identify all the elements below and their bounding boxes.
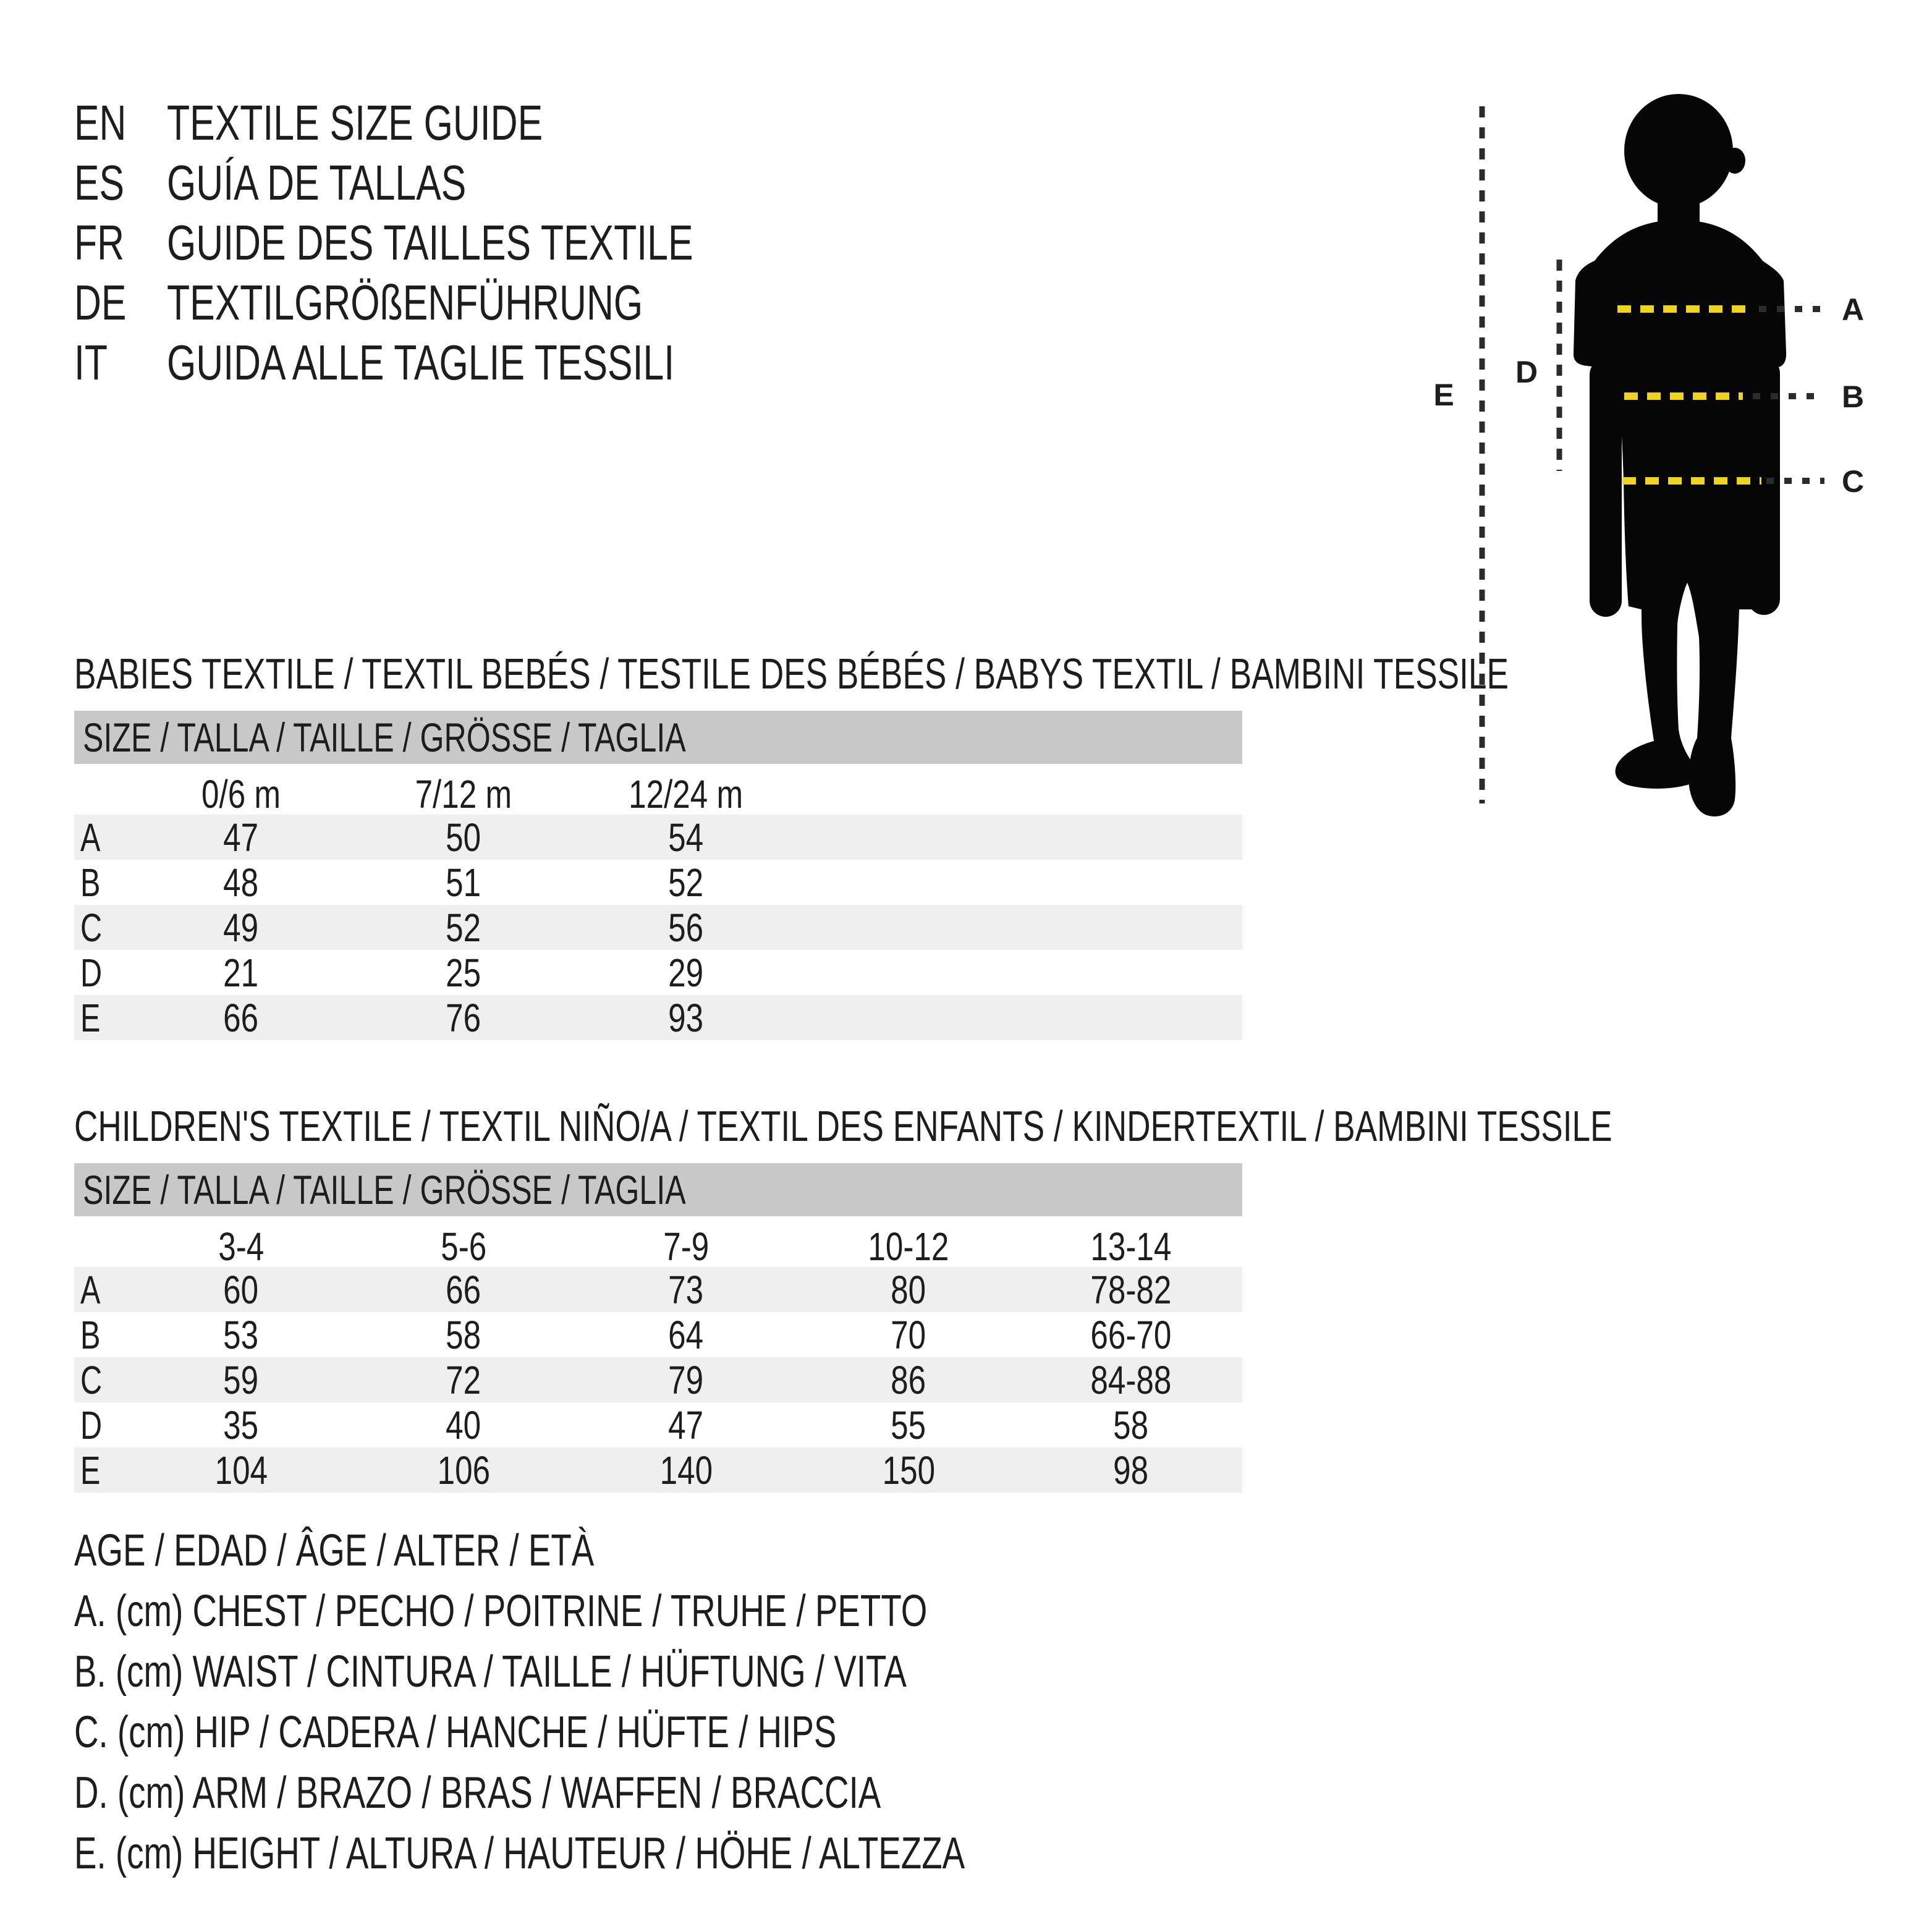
- babies-textile-section: [74, 649, 1509, 1040]
- table-cell: 21: [223, 951, 259, 995]
- children-section-title: [74, 1101, 1612, 1151]
- babies-col-header: 7/12 m: [415, 772, 512, 816]
- table-cell: 79: [668, 1358, 704, 1402]
- measure-label-D: D: [1515, 355, 1538, 389]
- table-cell: 55: [891, 1403, 926, 1447]
- table-cell: 48: [223, 860, 259, 905]
- table-row: [74, 1312, 1242, 1357]
- measurement-legend: [74, 1520, 1246, 1884]
- row-label: E: [80, 1448, 101, 1493]
- babies-size-header-bar: [74, 711, 1242, 764]
- table-row: [74, 995, 1242, 1040]
- table-cell: 40: [446, 1403, 481, 1447]
- row-label: A: [80, 1268, 101, 1312]
- table-cell: 140: [659, 1448, 713, 1493]
- language-row-fr: [74, 213, 859, 273]
- child-silhouette-diagram: [1409, 87, 1891, 834]
- babies-col-header: 0/6 m: [201, 772, 281, 816]
- guide-title-it: GUIDA ALLE TAGLIE TESSILI: [167, 334, 675, 390]
- language-row-es: [74, 153, 859, 213]
- table-cell: 66: [446, 1268, 481, 1312]
- table-row: [74, 1267, 1242, 1312]
- table-cell: 51: [446, 860, 481, 905]
- silhouette-left-arm: [1590, 358, 1622, 617]
- table-row: [74, 1447, 1242, 1493]
- table-cell: 98: [1113, 1448, 1149, 1493]
- language-code: FR: [74, 214, 125, 270]
- child-silhouette: [1574, 94, 1786, 816]
- table-cell: 50: [446, 815, 481, 860]
- table-cell: 106: [437, 1448, 490, 1493]
- table-cell: 72: [446, 1358, 481, 1402]
- table-cell: 84-88: [1090, 1358, 1172, 1402]
- language-code: IT: [74, 334, 108, 390]
- babies-size-header-text: SIZE / TALLA / TAILLE / GRÖSSE / TAGLIA: [83, 714, 686, 760]
- table-cell: 53: [223, 1313, 259, 1357]
- language-row-en: [74, 93, 859, 153]
- children-col-header: 10-12: [868, 1224, 949, 1269]
- children-column-header-row: [74, 1224, 1242, 1267]
- table-cell: 47: [223, 815, 259, 860]
- table-cell: 73: [668, 1268, 704, 1312]
- table-row: [74, 860, 1242, 905]
- measure-label-E: E: [1433, 378, 1454, 412]
- guide-title-en: TEXTILE SIZE GUIDE: [167, 95, 543, 150]
- babies-column-header-row: [74, 771, 1242, 815]
- table-cell: 76: [446, 996, 481, 1040]
- babies-section-title-text: BABIES TEXTILE / TEXTIL BEBÉS / TESTILE DES BÉBÉS / BABYS TEXTIL / BAMBINI TESSILE: [74, 650, 1509, 698]
- measure-label-B: B: [1841, 379, 1865, 414]
- table-cell: 58: [1113, 1403, 1149, 1447]
- table-cell: 52: [446, 905, 481, 950]
- language-header-block: [74, 93, 859, 392]
- children-size-header-text: SIZE / TALLA / TAILLE / GRÖSSE / TAGLIA: [83, 1167, 686, 1213]
- table-cell: 59: [223, 1358, 259, 1402]
- list-item: [74, 1763, 1246, 1823]
- table-cell: 64: [668, 1313, 704, 1357]
- list-item: [74, 1642, 1246, 1702]
- row-label: D: [80, 951, 103, 995]
- legend-height-text: E. (cm) HEIGHT / ALTURA / HAUTEUR / HÖHE / ALTEZZA: [74, 1829, 965, 1878]
- children-section-title-text: CHILDREN'S TEXTILE / TEXTIL NIÑO/A / TEXTIL DES ENFANTS / KINDERTEXTIL / BAMBINI TESSILE: [74, 1102, 1612, 1150]
- table-cell: 52: [668, 860, 704, 905]
- table-cell: 47: [668, 1403, 704, 1447]
- table-cell: 78-82: [1090, 1268, 1172, 1312]
- silhouette-ear: [1724, 148, 1745, 174]
- table-cell: 60: [223, 1268, 259, 1312]
- children-col-header: 13-14: [1090, 1224, 1172, 1269]
- row-label: B: [80, 860, 101, 905]
- row-label: C: [80, 1358, 103, 1402]
- children-textile-section: [74, 1101, 1612, 1493]
- babies-col-header: 12/24 m: [629, 772, 744, 816]
- measure-label-C: C: [1841, 464, 1865, 499]
- measurement-figure: [1409, 87, 1891, 834]
- row-label: C: [80, 905, 103, 950]
- table-row: [74, 950, 1242, 995]
- list-item: [74, 1823, 1246, 1884]
- children-col-header: 3-4: [218, 1224, 264, 1269]
- table-row: [74, 905, 1242, 950]
- guide-title-es: GUÍA DE TALLAS: [167, 155, 467, 210]
- language-row-it: [74, 333, 859, 392]
- list-item: [74, 1702, 1246, 1763]
- guide-title-fr: GUIDE DES TAILLES TEXTILE: [167, 214, 693, 270]
- language-code: ES: [74, 155, 125, 210]
- table-row: [74, 1357, 1242, 1402]
- guide-title-de: TEXTILGRÖßENFÜHRUNG: [167, 274, 643, 330]
- table-cell: 54: [668, 815, 704, 860]
- table-cell: 29: [668, 951, 704, 995]
- children-col-header: 7-9: [663, 1224, 709, 1269]
- table-cell: 80: [891, 1268, 926, 1312]
- table-cell: 25: [446, 951, 481, 995]
- table-cell: 58: [446, 1313, 481, 1357]
- legend-chest-text: A. (cm) CHEST / PECHO / POITRINE / TRUHE / PETTO: [74, 1587, 928, 1636]
- table-cell: 49: [223, 905, 259, 950]
- table-cell: 86: [891, 1358, 926, 1402]
- language-row-de: [74, 273, 859, 333]
- row-label: E: [80, 996, 101, 1040]
- table-row: [74, 815, 1242, 860]
- row-label: D: [80, 1403, 103, 1447]
- table-cell: 56: [668, 905, 704, 950]
- table-cell: 104: [214, 1448, 268, 1493]
- children-size-header-bar: [74, 1163, 1242, 1216]
- babies-section-title: [74, 649, 1509, 698]
- table-cell: 66: [223, 996, 259, 1040]
- language-code: DE: [74, 274, 127, 330]
- legend-arm-text: D. (cm) ARM / BRAZO / BRAS / WAFFEN / BRACCIA: [74, 1768, 881, 1818]
- list-item: [74, 1581, 1246, 1642]
- row-label: B: [80, 1313, 101, 1357]
- children-col-header: 5-6: [441, 1224, 486, 1269]
- measure-label-A: A: [1841, 292, 1865, 327]
- table-cell: 150: [882, 1448, 935, 1493]
- table-cell: 35: [223, 1403, 259, 1447]
- language-code: EN: [74, 95, 127, 150]
- row-label: A: [80, 815, 101, 860]
- table-cell: 93: [668, 996, 704, 1040]
- table-cell: 66-70: [1090, 1313, 1172, 1357]
- legend-waist-text: B. (cm) WAIST / CINTURA / TAILLE / HÜFTUNG / VITA: [74, 1647, 907, 1697]
- table-cell: 70: [891, 1313, 926, 1357]
- legend-age-text: AGE / EDAD / ÂGE / ALTER / ETÀ: [74, 1526, 595, 1575]
- table-row: [74, 1402, 1242, 1447]
- legend-age-line: [74, 1520, 1246, 1581]
- legend-hip-text: C. (cm) HIP / CADERA / HANCHE / HÜFTE / HIPS: [74, 1708, 837, 1757]
